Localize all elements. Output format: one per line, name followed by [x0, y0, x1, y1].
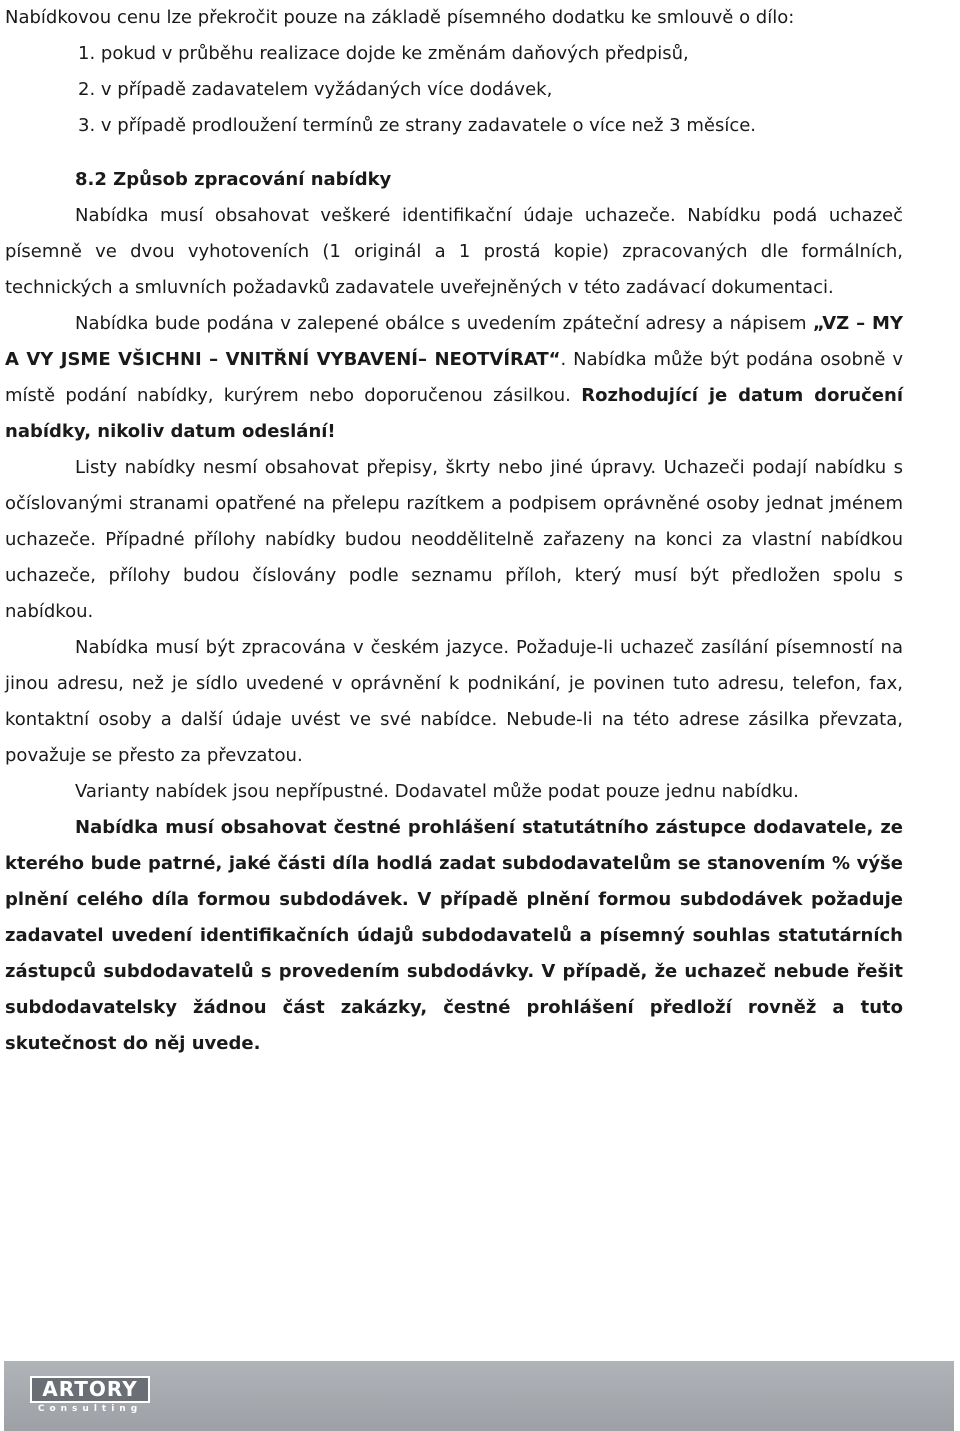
logo-text: ARTORY [30, 1376, 150, 1403]
paragraph-variants: Varianty nabídek jsou nepřípustné. Dodavatel může podat pouze jednu nabídku. [75, 781, 799, 802]
envelope-text: Nabídka bude podána v zalepené obálce s uvedením zpáteční adresy a nápisem [75, 313, 807, 334]
paragraph-language: Nabídka musí být zpracována v českém jazyce. Požaduje-li uchazeč zasílání písemností na jinou adresu, než je sídlo uvedené v oprávnění k podnikání, je povinen tuto adresu, telefon, fax, kontaktní osoby a další údaje uvést ve své nabídce. Nebude-li na této adrese zásilka převzata, považuje se přesto za převzatou. [5, 637, 903, 766]
section-heading: 8.2 Způsob zpracování nabídky [75, 169, 392, 190]
intro-paragraph: Nabídkovou cenu lze překročit pouze na základě písemného dodatku ke smlouvě o dílo: [5, 7, 795, 28]
logo-subtext: Consulting [37, 1404, 143, 1414]
list-item: 1. pokud v průběhu realizace dojde ke změnám daňových předpisů, [78, 43, 689, 64]
paragraph-identification: Nabídka musí obsahovat veškeré identifikační údaje uchazeče. Nabídku podá uchazeč písemně ve dvou vyhotoveních (1 originál a 1 prostá kopie) zpracovaných dle formálních, technických a smluvních požadavků zadavatele uveřejněných v této zadávací dokumentaci. [5, 205, 903, 298]
list-item: 3. v případě prodloužení termínů ze strany zadavatele o více než 3 měsíce. [78, 115, 757, 136]
document-body [5, 0, 903, 1062]
paragraph-envelope [5, 306, 903, 450]
submission-text: . Nabídka může být podána osobně v místě podání nabídky, kurýrem nebo doporučenou zásilkou. [5, 349, 903, 406]
envelope-label: „VZ – MY A VY JSME VŠICHNI – VNITŘNÍ VYBAVENÍ– NEOTVÍRAT“ [5, 313, 903, 370]
company-logo [30, 1376, 150, 1416]
paragraph-sheets: Listy nabídky nesmí obsahovat přepisy, škrty nebo jiné úpravy. Uchazeči podají nabídku s očíslovanými stranami opatřené na přelepu razítkem a podpisem oprávněné osoby jednat jménem uchazeče. Případné přílohy nabídky budou neoddělitelně zařazeny na konci za vlastní nabídkou uchazeče, přílohy budou číslovány podle seznamu příloh, který musí být předložen spolu s nabídkou. [5, 457, 903, 622]
delivery-date-notice: Rozhodující je datum doručení nabídky, nikoliv datum odeslání! [5, 385, 903, 442]
paragraph-subcontractors: Nabídka musí obsahovat čestné prohlášení statutátního zástupce dodavatele, ze kterého bude patrné, jaké části díla hodlá zadat subdodavatelům se stanovením % výše plnění celého díla formou subdodávek. V případě plnění formou subdodávek požaduje zadavatel uvedení identifikačních údajů subdodavatelů a písemný souhlas statutárních zástupců subdodavatelů s provedením subdodávky. V případě, že uchazeč nebude řešit subdodavatelsky žádnou část zakázky, čestné prohlášení předloží rovněž a tuto skutečnost do něj uvede. [5, 817, 903, 1054]
list-item: 2. v případě zadavatelem vyžádaných více dodávek, [78, 79, 553, 100]
